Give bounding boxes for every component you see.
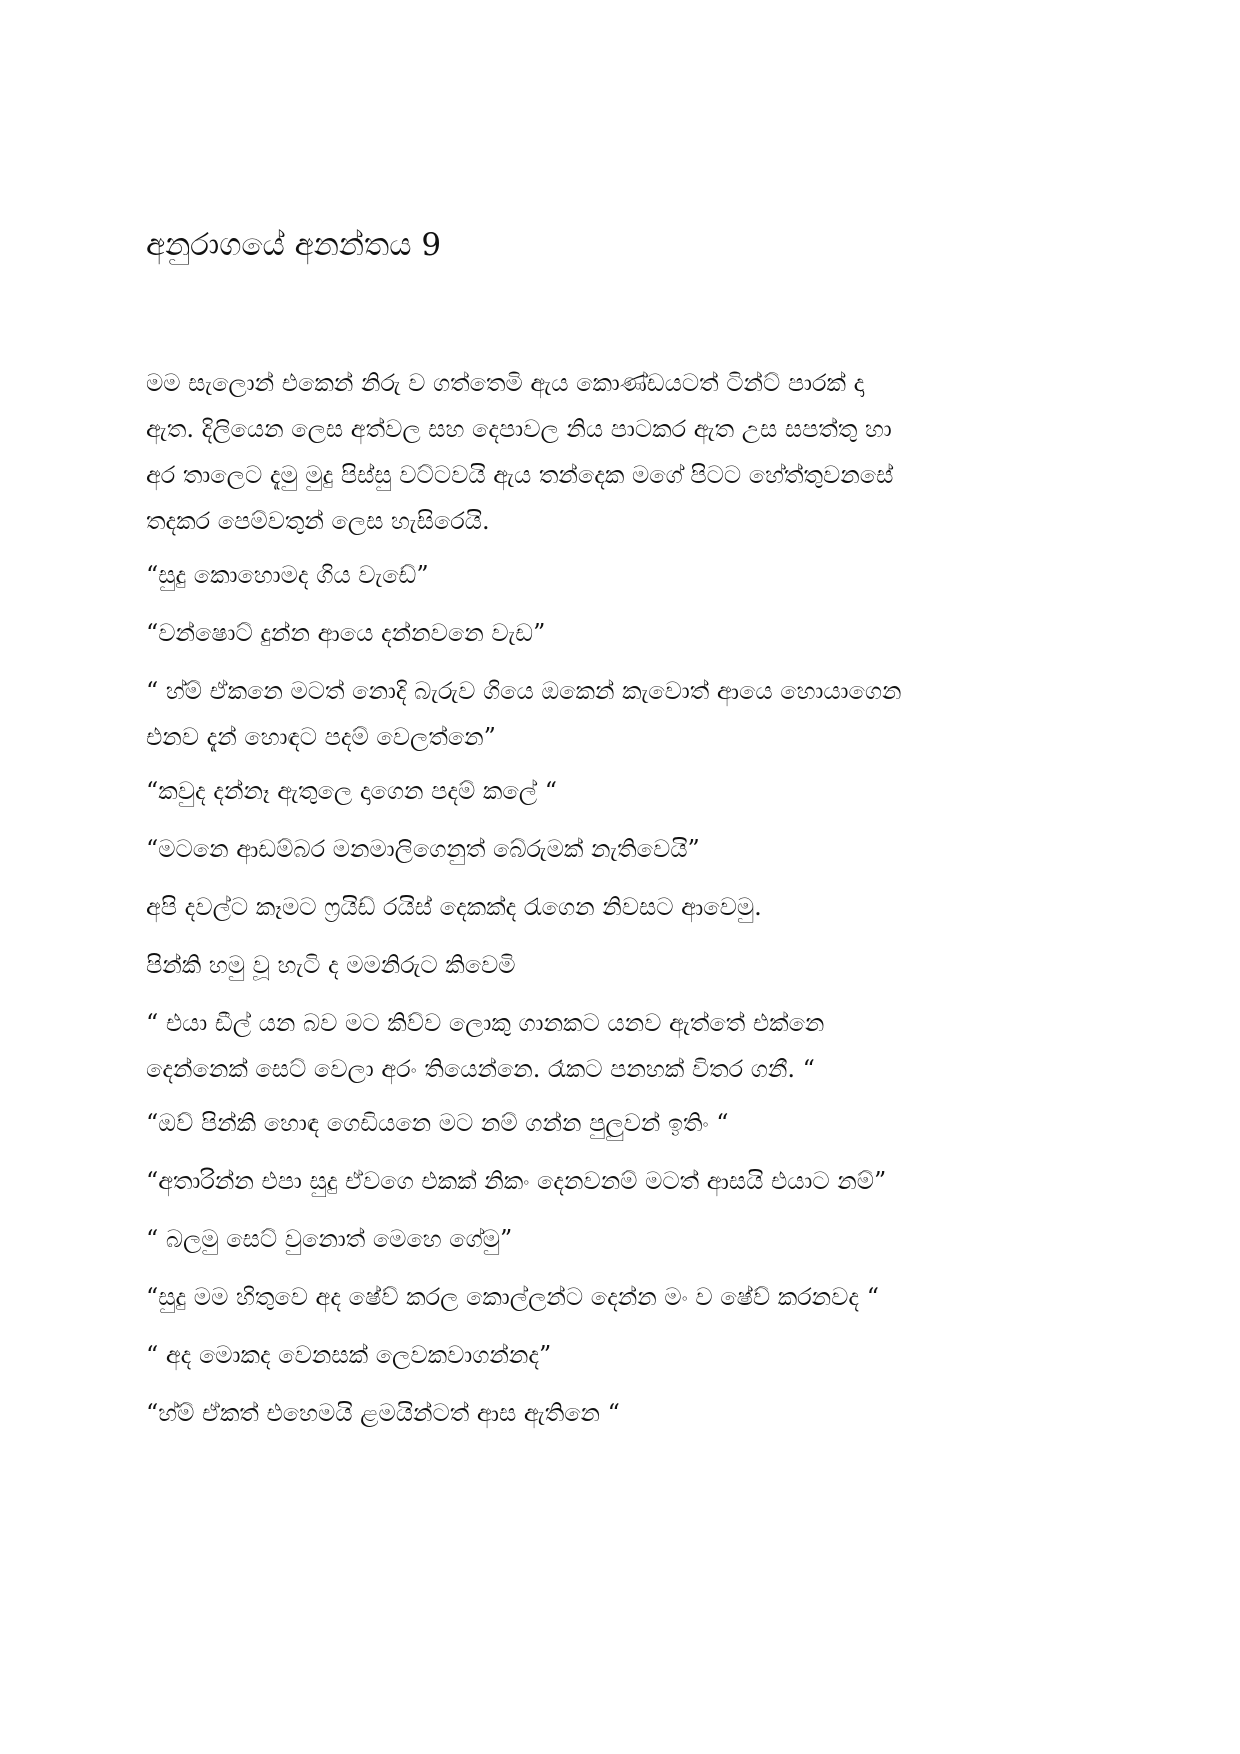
paragraph-line: ඇත. දිලියෙන ලෙස අත්වල සහ දෙපාවල නිය පාටකර ඇත උස සපත්තු හා: [146, 415, 892, 443]
paragraph-line: පින්කි හමු වූ හැටි ද මමනිරුට කිවෙමි: [146, 951, 516, 979]
dialogue-line: [146, 1158, 1096, 1204]
dialogue-line: [146, 1100, 1096, 1146]
paragraph-line: “අතාරින්න එපා සුදු ඒවගෙ එකක් නිකං දෙනවනම් මටත් ආසයි එයාට නම්”: [146, 1167, 887, 1195]
dialogue-line: [146, 1332, 1096, 1378]
paragraph-line: මම සැලොන් එකෙන් නිරු ව ගත්තෙමි ඇය කොණ්ඩයටත් ටින්ට් පාරක් දා: [146, 369, 865, 397]
paragraph-line: “ අද මොකද වෙනසක් ලෙවකවාගන්නද”: [146, 1341, 552, 1369]
dialogue-line: [146, 826, 1096, 872]
paragraph-line: තදකර පෙම්වතුන් ලෙස හැසිරෙයි.: [146, 507, 490, 535]
dialogue-line: [146, 1274, 1096, 1320]
paragraph-line: “ හ්ම් ඒකනෙ මටත් නොදි බැරුව ගියෙ ඔකෙන් කැවොත් ආයෙ හොයාගෙන: [146, 677, 902, 705]
paragraph-line: “ එයා ඩීල් යන බව මට කිව්ව ලොකු ගානකට යනව ඇත්තේ එක්නෙ: [146, 1009, 825, 1037]
narration-line: [146, 884, 1096, 930]
dialogue-line: [146, 1216, 1096, 1262]
dialogue-line: [146, 1000, 1096, 1092]
paragraph-line: දෙන්නෙක් සෙට් වෙලා අරං තියෙන්නෙ. රෑකට පනහක් විතර ගනී. “: [146, 1055, 815, 1083]
dialogue-line: [146, 768, 1096, 814]
dialogue-line: [146, 668, 1096, 760]
paragraph-line: “වන්ෂොට් දුන්න ආයෙ දන්නවනෙ වැඩ”: [146, 619, 546, 647]
narration-line: [146, 942, 1096, 988]
paragraph-line: “ බලමු සෙට් වුනොත් මෙහෙ ගේමු”: [146, 1225, 513, 1253]
paragraph: [146, 360, 1096, 544]
paragraph-line: “සුදු මම හිතුවෙ අද ෂේව් කරල කොල්ලන්ට දෙන්න මං ව ෂේව් කරනවද “: [146, 1283, 879, 1311]
paragraph-line: අර තාලෙට දැමු මුදු පිස්සු වට්ටවයි ඇය තන්දෙක මගේ පිටට හේත්තුවනසේ: [146, 461, 894, 489]
paragraph-line: “හ්ම් ඒකත් එහෙමයි ළමයින්ටත් ආස ඇතිනෙ “: [146, 1399, 620, 1427]
dialogue-line: [146, 1390, 1096, 1436]
paragraph-line: “සුදු කොහොමද ගිය වැඩේ”: [146, 561, 429, 589]
dialogue-line: [146, 610, 1096, 656]
paragraph-line: “ඔව් පින්කි හොඳ ගෙඩියනෙ මට නම් ගන්න පුලුවන් ඉතිං “: [146, 1109, 729, 1137]
paragraph-line: “මටනෙ ආඩම්බර මනමාලිගෙනුත් බේරුමක් නැතිවෙයි”: [146, 835, 700, 863]
page-title: අනුරාගයේ අනන්තය 9: [146, 227, 442, 263]
dialogue-line: [146, 552, 1096, 598]
paragraph-line: එනව දැන් හොඳට පදම් වෙලත්නෙ”: [146, 723, 496, 751]
paragraph-line: “කවුද දන්නෑ ඇතුලෙ දාගෙන පදම් කලේ “: [146, 777, 557, 805]
paragraph-line: අපි දවල්ට කෑමට ෆ්‍රයිඩ් රයිස් දෙකක්ද රැගෙන නිවසට ආවෙමු.: [146, 893, 762, 921]
document-body: [146, 360, 1096, 1448]
